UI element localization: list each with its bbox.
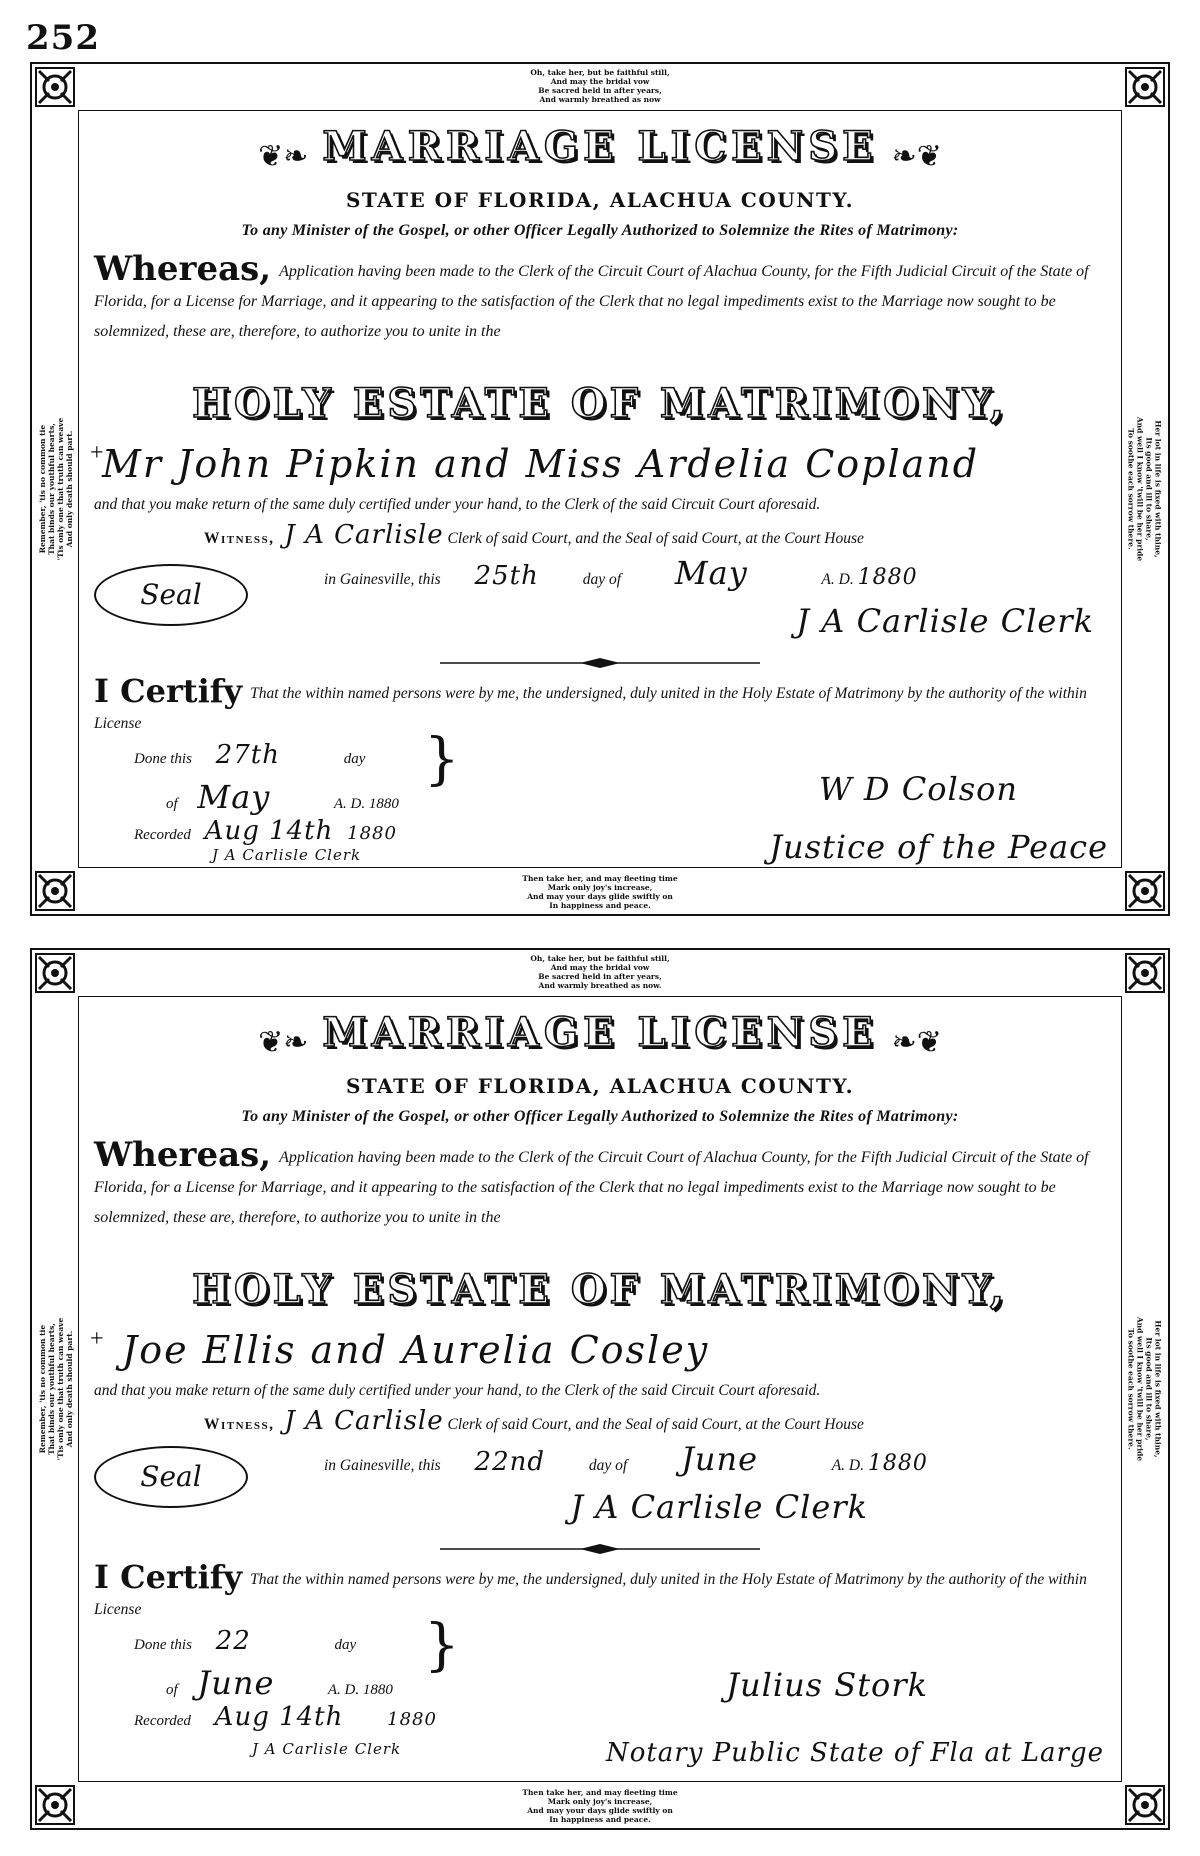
- done-day-handwritten: 22: [215, 1626, 251, 1656]
- recorded-label: Recorded: [134, 827, 191, 843]
- done-label: Done this: [134, 751, 192, 767]
- recorded-date-handwritten: Aug 14th: [214, 1702, 344, 1732]
- verse-side-left: Remember, 'tis no common tie That binds our youthful hearts, 'Tis only one that truth can weave And only death should part.: [38, 1317, 74, 1461]
- flourish-left-icon: ❦❧: [258, 139, 309, 173]
- recorded-clerk-signature: J A Carlisle Clerk: [212, 846, 362, 864]
- verse-bottom: Then take her, and may fleeting time Mark only joy's increase, And may your days glide swiftly on In happiness and peace.: [522, 1788, 678, 1824]
- state-heading: STATE OF FLORIDA, ALACHUA COUNTY.: [345, 188, 855, 212]
- witness-label: Witness,: [204, 530, 275, 547]
- witness-text: Clerk of said Court, and the Seal of said Court, at the Court House: [447, 530, 864, 547]
- corner-ornament-icon: [35, 67, 75, 107]
- clerk-signature: J A Carlisle Clerk: [570, 1488, 868, 1526]
- year-handwritten: 1880: [867, 1451, 928, 1476]
- day-word: day: [334, 1637, 357, 1653]
- witness-label: Witness,: [204, 1416, 275, 1433]
- verse-side-left: Remember, 'tis no common tie That binds our youthful hearts, 'Tis only one that truth can weave And only death should part.: [38, 417, 74, 561]
- officer-title: Justice of the Peace: [769, 828, 1108, 866]
- flourish-right-icon: ❧❦: [891, 1025, 942, 1059]
- whereas-paragraph: [94, 249, 1110, 347]
- recorded-year: 1880: [387, 1709, 437, 1730]
- ad-label: A. D.: [821, 571, 854, 588]
- of-label: of: [166, 1682, 178, 1698]
- names-mark: +: [90, 1326, 104, 1352]
- day-handwritten: 22nd: [474, 1447, 546, 1477]
- holy-estate-row: [32, 1266, 1168, 1313]
- title-row: [32, 122, 1168, 172]
- done-ad: A. D. 1880: [333, 796, 399, 812]
- done-label: Done this: [134, 1637, 192, 1653]
- officer-signature: W D Colson: [818, 770, 1018, 808]
- day-handwritten: 25th: [474, 561, 539, 591]
- gainesville-prefix: in Gainesville, this: [324, 571, 441, 588]
- witness-signature: J A Carlisle: [284, 1406, 444, 1436]
- flourish-left-icon: ❦❧: [258, 1025, 309, 1059]
- certify-text: That the within named persons were by me, the undersigned, duly united in the Holy Estate of Matrimony by the authority of the within License: [94, 1571, 1087, 1618]
- verse-bottom: Then take her, and may fleeting time Mark only joy's increase, And may your days glide swiftly on In happiness and peace.: [522, 874, 678, 910]
- done-day-handwritten: 27th: [215, 740, 280, 770]
- flourish-right-icon: ❧❦: [891, 139, 942, 173]
- address-line: To any Minister of the Gospel, or other Officer Legally Authorized to Solemnize the Rites of Matrimony:: [241, 222, 959, 239]
- whereas-heading: Whereas,: [94, 249, 272, 289]
- done-row: [134, 740, 365, 770]
- recorded-row: [134, 816, 397, 846]
- holy-estate-heading: HOLY ESTATE OF MATRIMONY,: [192, 380, 1008, 427]
- names-mark: +: [90, 440, 104, 466]
- witness-line: [204, 1406, 864, 1436]
- recorded-clerk-signature: J A Carlisle Clerk: [252, 1740, 402, 1758]
- month-handwritten: June: [681, 1440, 759, 1478]
- recorded-row: [134, 1702, 437, 1732]
- page-number: 252: [26, 18, 100, 58]
- certify-paragraph: [94, 1558, 1110, 1625]
- return-text: and that you make return of the same duly certified under your hand, to the Clerk of the said Circuit Court aforesaid.: [94, 496, 821, 513]
- corner-ornament-icon: [35, 1785, 75, 1825]
- of-row: [166, 778, 399, 816]
- gainesville-line: [324, 1440, 928, 1478]
- seal-mark: Seal: [94, 1446, 248, 1508]
- officer-title: Notary Public State of Fla at Large: [605, 1738, 1104, 1768]
- seal-mark: Seal: [94, 564, 248, 626]
- recorded-date-handwritten: Aug 14th: [204, 816, 334, 846]
- day-of-label: day of: [588, 1457, 628, 1474]
- corner-ornament-icon: [1125, 1785, 1165, 1825]
- holy-estate-heading: HOLY ESTATE OF MATRIMONY,: [192, 1266, 1008, 1313]
- gainesville-line: [324, 554, 918, 592]
- clerk-signature: J A Carlisle Clerk: [796, 602, 1094, 640]
- year-handwritten: 1880: [857, 565, 918, 590]
- state-heading: STATE OF FLORIDA, ALACHUA COUNTY.: [345, 1074, 855, 1098]
- whereas-heading: Whereas,: [94, 1135, 272, 1175]
- month-handwritten: May: [674, 554, 748, 592]
- verse-top: Oh, take her, but be faithful still, And may the bridal vow Be sacred held in after years, And warmly breathed as now: [530, 68, 670, 104]
- corner-ornament-icon: [1125, 67, 1165, 107]
- witness-line: [204, 520, 864, 550]
- license-title: MARRIAGE LICENSE: [322, 1009, 878, 1056]
- certify-paragraph: [94, 672, 1110, 739]
- of-label: of: [166, 796, 178, 812]
- certify-text: That the within named persons were by me, the undersigned, duly united in the Holy Estate of Matrimony by the authority of the within License: [94, 685, 1087, 732]
- certify-heading: I Certify: [94, 672, 243, 710]
- holy-estate-row: [32, 380, 1168, 427]
- verse-side-right: Her lot in life is fixed with thine, Its good and ill to share, And well I know 'twill be her pride To soothe each sorrow there.: [1126, 1316, 1162, 1462]
- done-month-handwritten: June: [197, 1664, 275, 1702]
- certify-heading: I Certify: [94, 1558, 243, 1596]
- brace-mark: }: [424, 727, 460, 792]
- gainesville-prefix: in Gainesville, this: [324, 1457, 441, 1474]
- whereas-text: Application having been made to the Clerk of the Circuit Court of Alachua County, for the Fifth Judicial Circuit of the State of Florida, for a License for Marriage, and it appearing to the satisfaction of the Clerk that no legal impediments exist to the Marriage now sought to be solemnized, these are, therefore, to authorize you to unite in the: [94, 1149, 1089, 1226]
- ad-label: A. D.: [831, 1457, 864, 1474]
- marriage-license-1: [30, 62, 1170, 916]
- marriage-license-2: [30, 948, 1170, 1830]
- done-row: [134, 1626, 356, 1656]
- couple-names: Mr John Pipkin and Miss Ardelia Copland: [102, 442, 980, 486]
- corner-ornament-icon: [35, 871, 75, 911]
- of-row: [166, 1664, 393, 1702]
- done-ad: A. D. 1880: [327, 1682, 393, 1698]
- recorded-year: 1880: [347, 823, 397, 844]
- address-line: To any Minister of the Gospel, or other Officer Legally Authorized to Solemnize the Rites of Matrimony:: [241, 1108, 959, 1125]
- day-word: day: [343, 751, 366, 767]
- corner-ornament-icon: [35, 953, 75, 993]
- verse-side-right: Her lot in life is fixed with thine, Its good and ill to share, And well I know 'twill be her pride To soothe each sorrow there.: [1126, 416, 1162, 562]
- day-of-label: day of: [582, 571, 622, 588]
- witness-text: Clerk of said Court, and the Seal of said Court, at the Court House: [447, 1416, 864, 1433]
- witness-signature: J A Carlisle: [284, 520, 444, 550]
- couple-names: Joe Ellis and Aurelia Cosley: [122, 1328, 710, 1372]
- divider-rule-icon: [440, 658, 760, 668]
- whereas-text: Application having been made to the Clerk of the Circuit Court of Alachua County, for the Fifth Judicial Circuit of the State of Florida, for a License for Marriage, and it appearing to the satisfaction of the Clerk that no legal impediments exist to the Marriage now sought to be solemnized, these are, therefore, to authorize you to unite in the: [94, 263, 1089, 340]
- return-text: and that you make return of the same duly certified under your hand, to the Clerk of the said Circuit Court aforesaid.: [94, 1382, 821, 1399]
- divider-rule-icon: [440, 1544, 760, 1554]
- brace-mark: }: [424, 1613, 460, 1678]
- recorded-label: Recorded: [134, 1713, 191, 1729]
- whereas-paragraph: [94, 1135, 1110, 1233]
- corner-ornament-icon: [1125, 953, 1165, 993]
- license-title: MARRIAGE LICENSE: [322, 123, 878, 170]
- corner-ornament-icon: [1125, 871, 1165, 911]
- officer-signature: Julius Stork: [726, 1666, 928, 1704]
- verse-top: Oh, take her, but be faithful still, And may the bridal vow Be sacred held in after years, And warmly breathed as now.: [530, 954, 670, 990]
- title-row: [32, 1008, 1168, 1058]
- done-month-handwritten: May: [197, 778, 271, 816]
